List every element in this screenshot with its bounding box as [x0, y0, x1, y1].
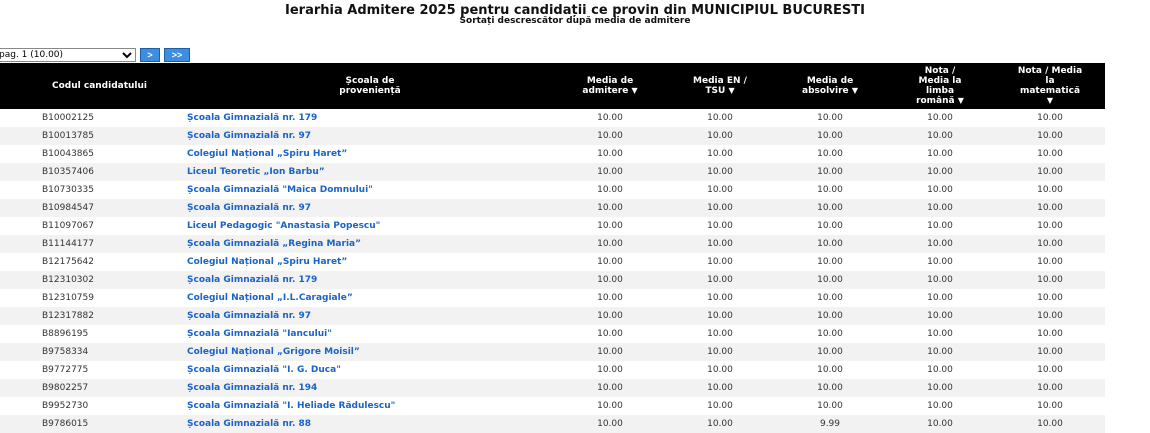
cell-media-en: 10.00	[665, 289, 775, 307]
table-row[interactable]	[0, 217, 1105, 235]
cell-index[interactable]	[0, 415, 40, 433]
table-row[interactable]	[0, 253, 1105, 271]
cell-code: B11097067	[40, 217, 185, 235]
sort-arrow-icon: ▼	[631, 86, 637, 95]
table-row[interactable]	[0, 199, 1105, 217]
results-table	[0, 63, 1105, 433]
cell-media-en: 10.00	[665, 271, 775, 289]
cell-media-en: 10.00	[665, 361, 775, 379]
cell-index[interactable]	[0, 145, 40, 163]
cell-code: B12310302	[40, 271, 185, 289]
cell-nota-romana: 10.00	[885, 235, 995, 253]
cell-index[interactable]	[0, 253, 40, 271]
cell-nota-matematica: 10.00	[995, 379, 1105, 397]
cell-index[interactable]	[0, 199, 40, 217]
cell-code: B10357406	[40, 163, 185, 181]
cell-nota-matematica: 10.00	[995, 145, 1105, 163]
cell-nota-romana: 10.00	[885, 253, 995, 271]
cell-index[interactable]	[0, 397, 40, 415]
table-row[interactable]	[0, 163, 1105, 181]
cell-index[interactable]	[0, 163, 40, 181]
cell-media-absolvire: 10.00	[775, 343, 885, 361]
cell-code: B8896195	[40, 325, 185, 343]
cell-media-admitere: 10.00	[555, 379, 665, 397]
cell-school[interactable]: Școala Gimnazială „Regina Maria”	[185, 235, 555, 253]
cell-index[interactable]	[0, 217, 40, 235]
table-row[interactable]	[0, 145, 1105, 163]
page-select[interactable]	[0, 48, 136, 62]
cell-media-admitere: 10.00	[555, 109, 665, 127]
cell-media-absolvire: 10.00	[775, 199, 885, 217]
cell-school[interactable]: Colegiul Național „Grigore Moisil”	[185, 343, 555, 361]
cell-media-absolvire: 10.00	[775, 253, 885, 271]
cell-nota-romana: 10.00	[885, 289, 995, 307]
header-nota-romana[interactable]	[885, 63, 995, 109]
cell-nota-matematica: 10.00	[995, 253, 1105, 271]
header-school-label: Școala de proveniență	[330, 76, 410, 96]
cell-nota-romana: 10.00	[885, 397, 995, 415]
cell-media-admitere: 10.00	[555, 199, 665, 217]
sort-arrow-icon: ▼	[852, 86, 858, 95]
table-row[interactable]	[0, 415, 1105, 433]
cell-media-en: 10.00	[665, 253, 775, 271]
cell-nota-matematica: 10.00	[995, 109, 1105, 127]
table-body	[0, 109, 1105, 433]
header-nota-romana-label: Nota / Media la limba română	[916, 66, 961, 106]
cell-media-admitere: 10.00	[555, 253, 665, 271]
cell-media-en: 10.00	[665, 307, 775, 325]
header-school[interactable]	[185, 63, 555, 109]
cell-index[interactable]	[0, 127, 40, 145]
cell-code: B12317882	[40, 307, 185, 325]
cell-school[interactable]: Liceul Pedagogic "Anastasia Popescu"	[185, 217, 555, 235]
cell-index[interactable]	[0, 343, 40, 361]
cell-index[interactable]	[0, 235, 40, 253]
cell-media-en: 10.00	[665, 379, 775, 397]
page-title: Ierarhia Admitere 2025 pentru candidații ce provin din MUNICIPIUL BUCURESTI	[0, 3, 1150, 18]
sort-arrow-icon: ▼	[1047, 96, 1053, 105]
cell-nota-romana: 10.00	[885, 127, 995, 145]
cell-media-absolvire: 10.00	[775, 217, 885, 235]
table-header-row	[0, 63, 1105, 109]
header-code[interactable]	[40, 63, 185, 109]
cell-media-admitere: 10.00	[555, 127, 665, 145]
cell-nota-romana: 10.00	[885, 343, 995, 361]
cell-nota-romana: 10.00	[885, 217, 995, 235]
cell-media-en: 10.00	[665, 235, 775, 253]
cell-nota-romana: 10.00	[885, 145, 995, 163]
table-row[interactable]	[0, 397, 1105, 415]
cell-code: B10013785	[40, 127, 185, 145]
pager	[0, 48, 190, 62]
cell-school[interactable]: Școala Gimnazială "I. Heliade Rădulescu"	[185, 397, 555, 415]
header-code-label: Codul candidatului	[52, 81, 147, 91]
cell-nota-romana: 10.00	[885, 163, 995, 181]
cell-media-admitere: 10.00	[555, 397, 665, 415]
cell-media-admitere: 10.00	[555, 325, 665, 343]
cell-media-absolvire: 10.00	[775, 181, 885, 199]
cell-media-absolvire: 10.00	[775, 307, 885, 325]
last-page-button[interactable]: >>	[164, 48, 190, 62]
cell-media-en: 10.00	[665, 181, 775, 199]
cell-nota-romana: 10.00	[885, 181, 995, 199]
cell-nota-romana: 10.00	[885, 325, 995, 343]
cell-code: B9758334	[40, 343, 185, 361]
cell-code: B12310759	[40, 289, 185, 307]
cell-code: B11144177	[40, 235, 185, 253]
cell-media-absolvire: 9.99	[775, 415, 885, 433]
cell-media-en: 10.00	[665, 217, 775, 235]
cell-media-absolvire: 10.00	[775, 289, 885, 307]
cell-code: B9802257	[40, 379, 185, 397]
cell-index[interactable]	[0, 361, 40, 379]
header-media-admitere-label: Media de admitere	[582, 76, 633, 96]
cell-school[interactable]: Școala Gimnazială "Iancului"	[185, 325, 555, 343]
cell-nota-romana: 10.00	[885, 109, 995, 127]
cell-school[interactable]: Școala Gimnazială nr. 97	[185, 127, 555, 145]
cell-media-admitere: 10.00	[555, 163, 665, 181]
cell-code: B10002125	[40, 109, 185, 127]
cell-school[interactable]: Școala Gimnazială nr. 194	[185, 379, 555, 397]
cell-school[interactable]: Colegiul Național „Spiru Haret”	[185, 145, 555, 163]
cell-nota-romana: 10.00	[885, 271, 995, 289]
page-subtitle: Sortați descrescător după media de admitere	[0, 16, 1150, 26]
table-row[interactable]	[0, 235, 1105, 253]
cell-media-absolvire: 10.00	[775, 163, 885, 181]
header-media-en-label: Media EN / TSU	[693, 76, 747, 96]
cell-nota-matematica: 10.00	[995, 217, 1105, 235]
cell-nota-romana: 10.00	[885, 307, 995, 325]
table-row[interactable]	[0, 361, 1105, 379]
sort-arrow-icon: ▼	[958, 96, 964, 105]
table-row[interactable]	[0, 271, 1105, 289]
header-media-absolvire[interactable]	[775, 63, 885, 109]
cell-nota-romana: 10.00	[885, 415, 995, 433]
cell-media-admitere: 10.00	[555, 307, 665, 325]
sort-arrow-icon: ▼	[728, 86, 734, 95]
cell-media-absolvire: 10.00	[775, 145, 885, 163]
cell-index[interactable]	[0, 307, 40, 325]
cell-school[interactable]: Școala Gimnazială nr. 88	[185, 415, 555, 433]
cell-school[interactable]: Școala Gimnazială nr. 179	[185, 109, 555, 127]
cell-code: B10984547	[40, 199, 185, 217]
cell-code: B9772775	[40, 361, 185, 379]
next-page-button[interactable]: >	[140, 48, 160, 62]
cell-media-absolvire: 10.00	[775, 271, 885, 289]
cell-school[interactable]: Școala Gimnazială "I. G. Duca"	[185, 361, 555, 379]
cell-index[interactable]	[0, 379, 40, 397]
cell-code: B9786015	[40, 415, 185, 433]
cell-nota-romana: 10.00	[885, 199, 995, 217]
cell-media-admitere: 10.00	[555, 145, 665, 163]
cell-nota-matematica: 10.00	[995, 271, 1105, 289]
cell-nota-matematica: 10.00	[995, 127, 1105, 145]
cell-nota-matematica: 10.00	[995, 343, 1105, 361]
cell-school[interactable]: Școala Gimnazială nr. 97	[185, 199, 555, 217]
cell-media-admitere: 10.00	[555, 181, 665, 199]
header-media-admitere[interactable]	[555, 63, 665, 109]
cell-index[interactable]	[0, 181, 40, 199]
header-nota-matematica[interactable]	[995, 63, 1105, 109]
cell-media-admitere: 10.00	[555, 361, 665, 379]
cell-media-admitere: 10.00	[555, 271, 665, 289]
cell-school[interactable]: Colegiul Național „Spiru Haret”	[185, 253, 555, 271]
cell-nota-matematica: 10.00	[995, 361, 1105, 379]
cell-media-en: 10.00	[665, 343, 775, 361]
cell-media-en: 10.00	[665, 325, 775, 343]
cell-index[interactable]	[0, 109, 40, 127]
cell-media-en: 10.00	[665, 127, 775, 145]
cell-index[interactable]	[0, 325, 40, 343]
cell-nota-matematica: 10.00	[995, 289, 1105, 307]
cell-school[interactable]: Școala Gimnazială nr. 97	[185, 307, 555, 325]
cell-media-absolvire: 10.00	[775, 109, 885, 127]
cell-nota-matematica: 10.00	[995, 163, 1105, 181]
table-row[interactable]	[0, 325, 1105, 343]
cell-media-en: 10.00	[665, 199, 775, 217]
cell-media-admitere: 10.00	[555, 235, 665, 253]
cell-media-en: 10.00	[665, 163, 775, 181]
cell-code: B10043865	[40, 145, 185, 163]
cell-index[interactable]	[0, 271, 40, 289]
header-media-en[interactable]	[665, 63, 775, 109]
cell-media-absolvire: 10.00	[775, 325, 885, 343]
cell-media-admitere: 10.00	[555, 217, 665, 235]
cell-school[interactable]: Școala Gimnazială "Maica Domnului"	[185, 181, 555, 199]
table-row[interactable]	[0, 289, 1105, 307]
table-row[interactable]	[0, 307, 1105, 325]
table-row[interactable]	[0, 379, 1105, 397]
cell-nota-matematica: 10.00	[995, 181, 1105, 199]
table-row[interactable]	[0, 181, 1105, 199]
cell-nota-matematica: 10.00	[995, 325, 1105, 343]
cell-media-en: 10.00	[665, 109, 775, 127]
cell-nota-romana: 10.00	[885, 379, 995, 397]
cell-nota-matematica: 10.00	[995, 307, 1105, 325]
cell-media-en: 10.00	[665, 415, 775, 433]
cell-media-en: 10.00	[665, 145, 775, 163]
cell-media-admitere: 10.00	[555, 289, 665, 307]
cell-nota-matematica: 10.00	[995, 235, 1105, 253]
table-row[interactable]	[0, 127, 1105, 145]
cell-media-absolvire: 10.00	[775, 379, 885, 397]
cell-media-admitere: 10.00	[555, 343, 665, 361]
header-nota-matematica-label: Nota / Media la matematică	[1018, 66, 1082, 96]
cell-nota-matematica: 10.00	[995, 415, 1105, 433]
header-index[interactable]	[0, 63, 40, 109]
cell-school[interactable]: Liceul Teoretic „Ion Barbu”	[185, 163, 555, 181]
cell-nota-romana: 10.00	[885, 361, 995, 379]
cell-nota-matematica: 10.00	[995, 199, 1105, 217]
cell-media-absolvire: 10.00	[775, 235, 885, 253]
cell-media-en: 10.00	[665, 397, 775, 415]
cell-media-absolvire: 10.00	[775, 397, 885, 415]
cell-media-absolvire: 10.00	[775, 361, 885, 379]
header-media-absolvire-label: Media de absolvire	[802, 76, 853, 96]
table-row[interactable]	[0, 343, 1105, 361]
cell-index[interactable]	[0, 289, 40, 307]
cell-code: B9952730	[40, 397, 185, 415]
cell-nota-matematica: 10.00	[995, 397, 1105, 415]
cell-media-admitere: 10.00	[555, 415, 665, 433]
cell-code: B10730335	[40, 181, 185, 199]
cell-code: B12175642	[40, 253, 185, 271]
table-row[interactable]	[0, 109, 1105, 127]
cell-media-absolvire: 10.00	[775, 127, 885, 145]
cell-school[interactable]: Școala Gimnazială nr. 179	[185, 271, 555, 289]
cell-school[interactable]: Colegiul Național „I.L.Caragiale”	[185, 289, 555, 307]
